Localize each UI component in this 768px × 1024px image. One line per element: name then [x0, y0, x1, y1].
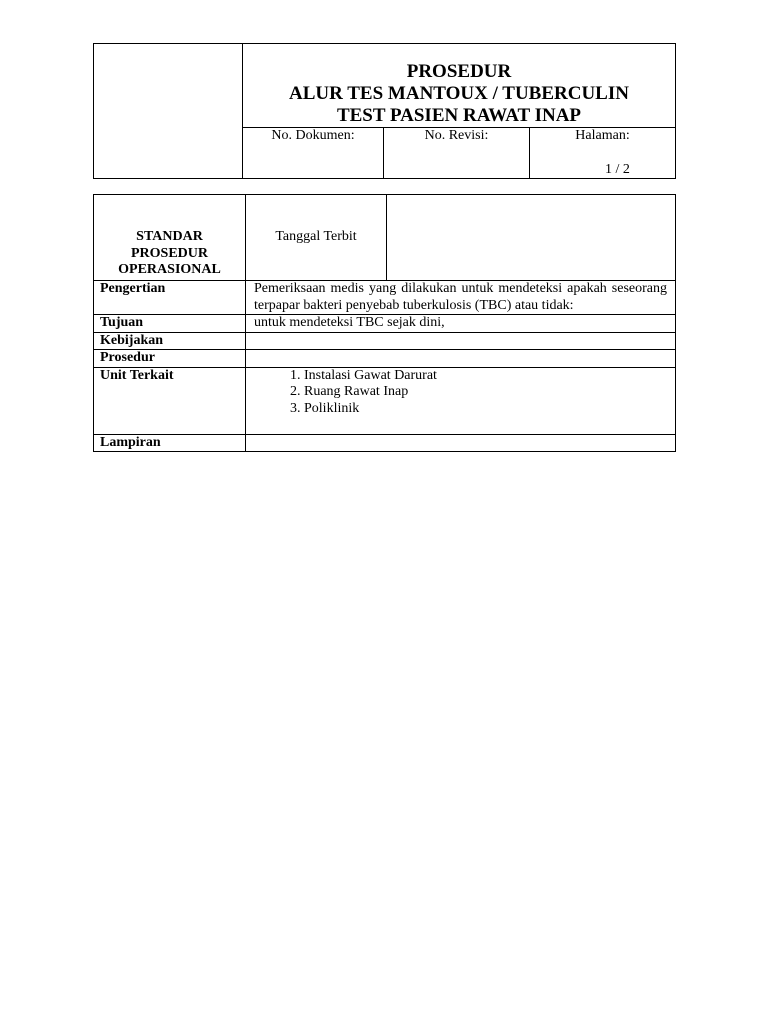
title-line-2: ALUR TES MANTOUX / TUBERCULIN — [289, 83, 629, 104]
pengertian-label: Pengertian — [94, 281, 246, 315]
table-row — [94, 281, 676, 315]
halaman-cell — [530, 128, 676, 179]
sop-title-line-2: PROSEDUR — [130, 245, 208, 261]
no-dokumen-cell — [243, 128, 384, 179]
title-line-3: TEST PASIEN RAWAT INAP — [336, 105, 582, 126]
sop-title-line-1: STANDAR — [136, 229, 203, 244]
no-dokumen-label: No. Dokumen: — [271, 128, 355, 143]
list-item: 3. Poliklinik — [304, 401, 667, 418]
prosedur-text — [246, 350, 676, 368]
table-row — [94, 434, 676, 452]
table-row — [94, 315, 676, 333]
table-row — [94, 367, 676, 434]
tanggal-terbit-value — [387, 195, 676, 281]
kebijakan-text — [246, 332, 676, 350]
tujuan-text: untuk mendeteksi TBC sejak dini, — [246, 315, 676, 333]
tanggal-terbit-label: Tanggal Terbit — [246, 195, 387, 281]
no-revisi-cell — [384, 128, 530, 179]
sop-title — [94, 195, 246, 281]
lampiran-text — [246, 434, 676, 452]
halaman-label: Halaman: — [575, 128, 630, 143]
sop-table — [93, 194, 676, 452]
unit-terkait-list — [254, 368, 667, 418]
document-header-table — [93, 43, 676, 179]
kebijakan-label: Kebijakan — [94, 332, 246, 350]
no-revisi-label: No. Revisi: — [424, 128, 489, 143]
sop-title-line-3: OPERASIONAL — [118, 262, 221, 277]
document-title — [243, 44, 676, 128]
list-item: 2. Ruang Rawat Inap — [304, 384, 667, 401]
tujuan-label: Tujuan — [94, 315, 246, 333]
logo-cell — [94, 44, 243, 179]
prosedur-label: Prosedur — [94, 350, 246, 368]
unit-terkait-label: Unit Terkait — [94, 367, 246, 434]
table-row — [94, 350, 676, 368]
table-row — [94, 332, 676, 350]
halaman-value: 1 / 2 — [605, 162, 630, 177]
lampiran-label: Lampiran — [94, 434, 246, 452]
title-line-1: PROSEDUR — [406, 61, 512, 82]
unit-terkait-cell — [246, 367, 676, 434]
list-item: 1. Instalasi Gawat Darurat — [304, 368, 667, 385]
pengertian-text: Pemeriksaan medis yang dilakukan untuk mendeteksi apakah seseorang terpapar bakteri penyebab tuberkulosis (TBC) atau tidak: — [246, 281, 676, 315]
